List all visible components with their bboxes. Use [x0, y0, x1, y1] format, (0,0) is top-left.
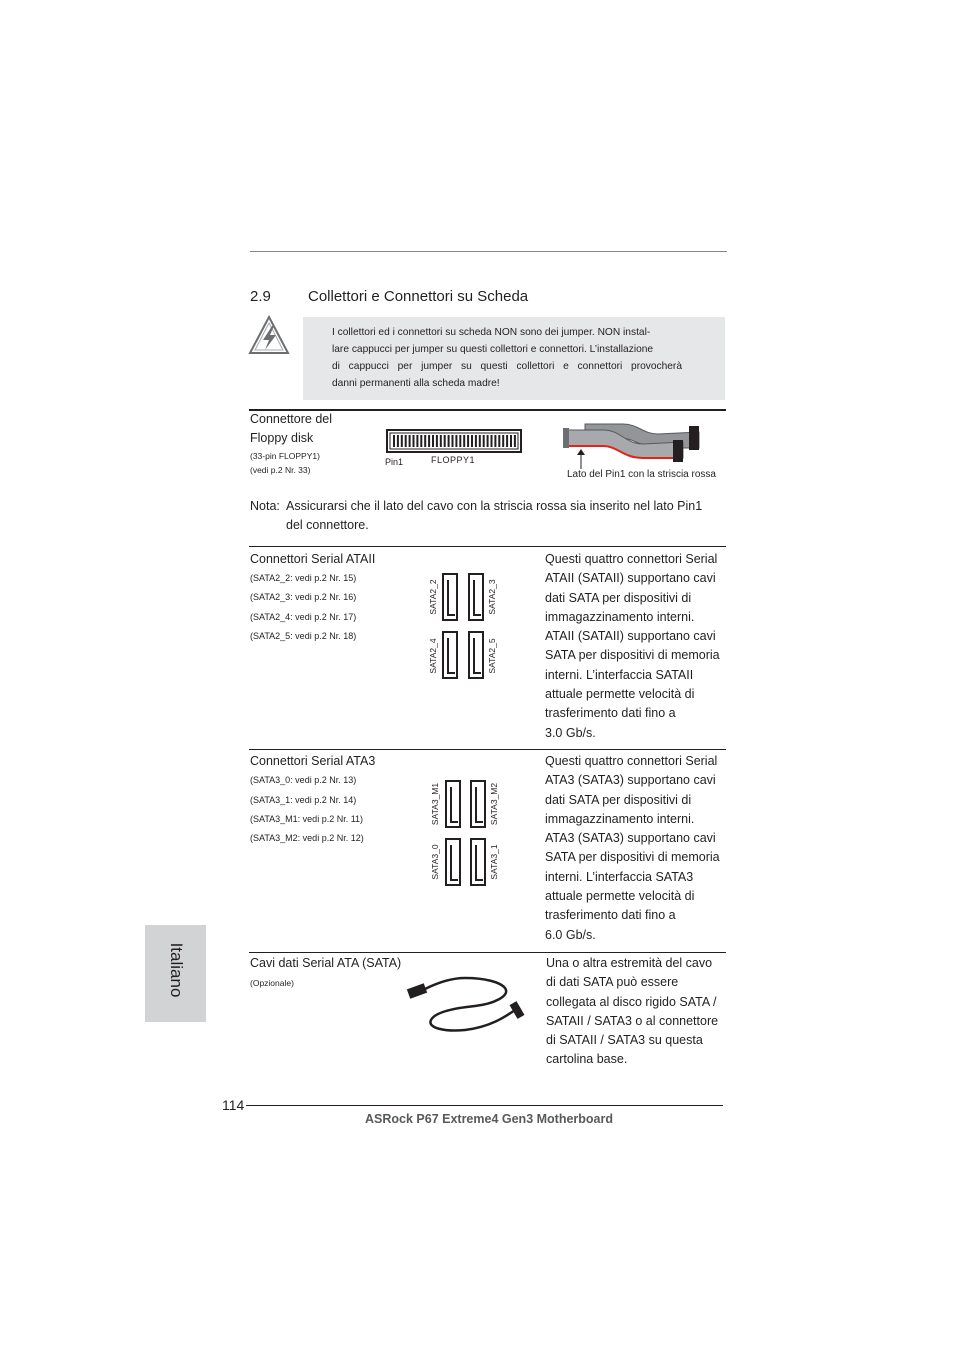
desc-line: interni. L’interfaccia SATAII: [545, 667, 694, 682]
cable-ref: (Opzionale): [250, 978, 294, 988]
sata-label: SATA3_M1: [430, 782, 440, 826]
sataii-ref: (SATA2_5: vedi p.2 Nr. 18): [250, 631, 357, 641]
warning-line: lare cappucci per jumper su questi collettori e connettori. L’installazione: [332, 344, 654, 355]
sata3-rule: [249, 749, 726, 750]
desc-line: Questi quattro connettori Serial: [545, 552, 718, 566]
note-line-2: del connettore.: [286, 518, 369, 532]
floppy-title-2: Floppy disk: [250, 431, 314, 445]
desc-line: ATAII (SATAII) supportano cavi: [545, 629, 716, 644]
desc-line: cartolina base.: [546, 1052, 628, 1067]
cable-title: Cavi dati Serial ATA (SATA): [250, 956, 402, 970]
desc-line: SATA per dispositivi di memoria: [545, 850, 720, 865]
pin1-label: Pin1: [385, 457, 404, 467]
sata3-title: Connettori Serial ATA3: [250, 754, 376, 768]
sata-label: SATA3_M2: [489, 782, 499, 826]
sata3-description: [545, 752, 730, 945]
sata3-ref: (SATA3_M1: vedi p.2 Nr. 11): [250, 814, 364, 824]
sataii-ref: (SATA2_2: vedi p.2 Nr. 15): [250, 573, 357, 583]
sata-connector-icon: [468, 631, 484, 679]
page-number: 114: [222, 1097, 245, 1113]
sataii-rule: [249, 546, 726, 547]
sataii-title: Connettori Serial ATAII: [250, 552, 376, 566]
desc-line: attuale permette velocità di: [545, 687, 695, 702]
warning-line: di cappucci per jumper su questi collettori e connettori provocherà: [332, 361, 682, 372]
floppy-cable-caption: Lato del Pin1 con la striscia rossa: [567, 469, 716, 480]
sata-connector-icon: [468, 573, 484, 621]
sata-connector-icon: [470, 780, 486, 828]
floppy1-label: FLOPPY1: [431, 455, 476, 465]
desc-line: ATA3 (SATA3) supportano cavi: [545, 773, 716, 788]
footer-product: ASRock P67 Extreme4 Gen3 Motherboard: [365, 1112, 613, 1126]
desc-line: 6.0 Gb/s.: [545, 927, 596, 942]
desc-line: attuale permette velocità di: [545, 889, 695, 904]
section-title: Collettori e Connettori su Scheda: [308, 288, 529, 305]
cable-rule: [249, 952, 726, 953]
warning-text: [332, 324, 682, 392]
sata-connector-icon: [442, 573, 458, 621]
sata-label: SATA3_0: [430, 844, 440, 880]
sata-label: SATA2_5: [487, 638, 497, 674]
sataii-description: [545, 550, 730, 743]
sata-connector-icon: [445, 780, 461, 828]
desc-line: interni. L’interfaccia SATA3: [545, 869, 694, 884]
warning-icon: [248, 315, 290, 355]
sata-label: SATA2_2: [428, 579, 438, 615]
desc-line: di SATAII / SATA3 su questa: [546, 1033, 703, 1048]
floppy-ref-1: (33-pin FLOPPY1): [250, 451, 320, 461]
section-number: 2.9: [250, 288, 271, 305]
desc-line: Una o altra estremità del cavo: [546, 956, 713, 970]
sata-connector-icon: [445, 838, 461, 886]
sataii-ref: (SATA2_3: vedi p.2 Nr. 16): [250, 592, 357, 602]
sata-connector-icon: [470, 838, 486, 886]
desc-line: SATAII / SATA3 o al connettore: [546, 1013, 719, 1028]
sata3-ref: (SATA3_1: vedi p.2 Nr. 14): [250, 795, 357, 805]
footer-rule: [246, 1105, 723, 1106]
desc-line: di dati SATA può essere: [546, 975, 679, 990]
desc-line: dati SATA per dispositivi di: [545, 590, 692, 605]
desc-line: 3.0 Gb/s.: [545, 725, 596, 740]
desc-line: ATA3 (SATA3) supportano cavi: [545, 831, 716, 846]
floppy-ref-2: (vedi p.2 Nr. 33): [250, 465, 311, 475]
desc-line: immagazzinamento interni.: [545, 609, 695, 624]
desc-line: dati SATA per dispositivi di: [545, 792, 692, 807]
sata-label: SATA3_1: [489, 844, 499, 880]
sata3-ref: (SATA3_0: vedi p.2 Nr. 13): [250, 775, 357, 785]
warning-line: danni permanenti alla scheda madre!: [332, 378, 500, 389]
desc-line: immagazzinamento interni.: [545, 811, 695, 826]
arrow-icon: [577, 449, 585, 469]
language-tab-label: Italiano: [167, 942, 186, 998]
note-line-1: Assicurarsi che il lato del cavo con la striscia rossa sia inserito nel lato Pin1: [286, 499, 703, 513]
sata-connector-icon: [442, 631, 458, 679]
desc-line: ATAII (SATAII) supportano cavi: [545, 571, 716, 586]
top-rule: [250, 251, 727, 252]
desc-line: SATA per dispositivi di memoria: [545, 648, 720, 663]
floppy-title-1: Connettore del: [250, 412, 333, 426]
desc-line: collegata al disco rigido SATA /: [546, 994, 717, 1009]
sata-label: SATA2_3: [487, 579, 497, 615]
desc-line: trasferimento dati fino a: [545, 706, 676, 721]
desc-line: trasferimento dati fino a: [545, 908, 676, 923]
sata-cable-image: [405, 972, 530, 1034]
sata-label: SATA2_4: [428, 638, 438, 674]
cable-description: [546, 954, 731, 1070]
note-label: Nota:: [250, 499, 280, 513]
warning-line: I collettori ed i connettori su scheda NON sono dei jumper. NON instal-: [332, 327, 651, 338]
floppy-connector-diagram: [386, 428, 522, 454]
desc-line: Questi quattro connettori Serial: [545, 754, 718, 768]
sata3-ref: (SATA3_M2: vedi p.2 Nr. 12): [250, 833, 364, 843]
sataii-ref: (SATA2_4: vedi p.2 Nr. 17): [250, 612, 357, 622]
